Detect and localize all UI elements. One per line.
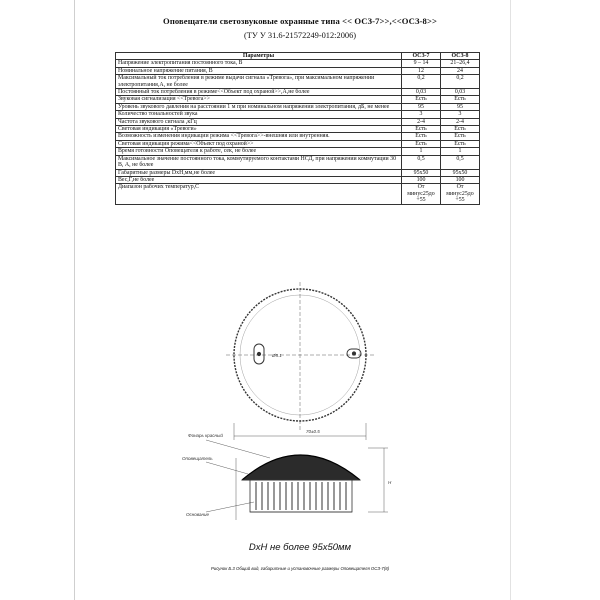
table-value-cell: 1 [402, 148, 441, 155]
table-value-cell: 0,03 [402, 89, 441, 96]
table-value-cell: 2-4 [441, 118, 480, 125]
table-value-cell: 95x50 [441, 169, 480, 176]
table-value-cell: 0,5 [441, 155, 480, 169]
table-value-cell: Есть [402, 133, 441, 140]
table-row [116, 75, 480, 89]
table-row [116, 111, 480, 118]
table-value-cell: 9 – 14 [402, 60, 441, 67]
table-value-cell: 12 [402, 67, 441, 74]
table-value-cell: 0,03 [441, 89, 480, 96]
table-parameter-cell: Время готовности Оповещателя к работе, сек, не более [116, 148, 402, 155]
table-row [116, 155, 480, 169]
light-label: Фонарь красный [188, 433, 223, 438]
table-parameter-cell: Частота звукового сигнала ,кГц [116, 118, 402, 125]
table-parameter-cell: Световая индикация «Тревоги» [116, 126, 402, 133]
table-value-cell: 0,5 [402, 155, 441, 169]
table-value-cell: От минус25до +55 [441, 184, 480, 204]
table-value-cell: Есть [441, 126, 480, 133]
document-title: Оповещатели светозвуковые охранные типа << ОСЗ-7>>,<<ОСЗ-8>> [163, 16, 437, 26]
table-row [116, 103, 480, 110]
table-parameter-cell: Вес,Г,не более [116, 176, 402, 183]
table-header-row [116, 53, 480, 60]
table-value-cell: 95x50 [402, 169, 441, 176]
dimensions-caption: DxH не более 95x50мм [248, 542, 352, 553]
table-parameter-cell: Количество тональностей звука [116, 111, 402, 118]
table-value-cell: 3 [402, 111, 441, 118]
height-label: H [388, 480, 392, 485]
table-value-cell: 1 [441, 148, 480, 155]
table-parameter-cell: Максимальное значение постоянного тока, коммутируемого контактами НСД, при напряжении коммутации 30 В, А, не более [116, 155, 402, 169]
table-value-cell: Есть [402, 126, 441, 133]
table-parameter-cell: Световая индикация режима<<Объект под охраной>> [116, 140, 402, 147]
table-row [116, 126, 480, 133]
table-value-cell: 95 [441, 103, 480, 110]
figure-caption: Рисунок Б.3 Общий вид, габаритные и установочные размеры Оповещателя ОСЗ-7(8) [210, 566, 390, 571]
table-value-cell: 95 [402, 103, 441, 110]
table-header-cell: Параметры [116, 53, 402, 60]
table-value-cell: Есть [402, 140, 441, 147]
table-header-cell: ОСЗ-8 [441, 53, 480, 60]
table-row [116, 96, 480, 103]
table-value-cell: 0,2 [402, 75, 441, 89]
page-edge-left [74, 0, 75, 600]
table-row [116, 184, 480, 204]
table-row [116, 140, 480, 147]
technical-drawing [170, 280, 430, 580]
table-value-cell: 3 [441, 111, 480, 118]
table-parameter-cell: Возможность изменения индикации режима <<Тревога>>-внешняя или внутренняя. [116, 133, 402, 140]
table-value-cell: 100 [402, 176, 441, 183]
table-header-cell: ОСЗ-7 [402, 53, 441, 60]
table-parameter-cell: Постоянный ток потребления в режиме<<Объект под охраной>>,А,не более [116, 89, 402, 96]
document-subtitle: (ТУ У 31.6-21572249-012:2006) [243, 31, 357, 40]
side-view [206, 440, 388, 520]
dimension-width-label: 70±0.5 [306, 429, 320, 434]
base-label: Основание [186, 512, 209, 517]
table-parameter-cell: Диапазон рабочих температур,С [116, 184, 402, 204]
table-value-cell: Есть [441, 96, 480, 103]
table-parameter-cell: Напряжение электропитания постоянного тока, В [116, 60, 402, 67]
table-row [116, 89, 480, 96]
table-value-cell: Есть [402, 96, 441, 103]
table-row [116, 60, 480, 67]
table-parameter-cell: Звуковая сигнализация <<Тревога>> [116, 96, 402, 103]
dome-label: Оповещатель [182, 456, 213, 461]
table-parameter-cell: Номинальное напряжение питания, В [116, 67, 402, 74]
table-value-cell: Есть [441, 140, 480, 147]
hole-label: Ø5.1 [272, 353, 282, 358]
table-parameter-cell: Габаритные размеры DxH,мм,не более [116, 169, 402, 176]
table-row [116, 169, 480, 176]
spec-table [115, 52, 480, 205]
table-parameter-cell: Максимальный ток потребления в режиме выдачи сигнала «Тревога», при максимальном напряжении электропитания,А, не более [116, 75, 402, 89]
table-value-cell: От минус25до +55 [402, 184, 441, 204]
page-edge-right [510, 0, 511, 600]
table-value-cell: 24 [441, 67, 480, 74]
table-value-cell: 21–26,4 [441, 60, 480, 67]
table-row [116, 133, 480, 140]
table-row [116, 118, 480, 125]
table-row [116, 148, 480, 155]
table-row [116, 67, 480, 74]
table-value-cell: 2-4 [402, 118, 441, 125]
top-view [226, 282, 374, 440]
table-parameter-cell: Уровень звукового давления на расстоянии 1 м при номинальном напряжении электропитания, дБ, не менее [116, 103, 402, 110]
table-value-cell: Есть [441, 133, 480, 140]
table-row [116, 176, 480, 183]
table-value-cell: 100 [441, 176, 480, 183]
table-value-cell: 0,2 [441, 75, 480, 89]
